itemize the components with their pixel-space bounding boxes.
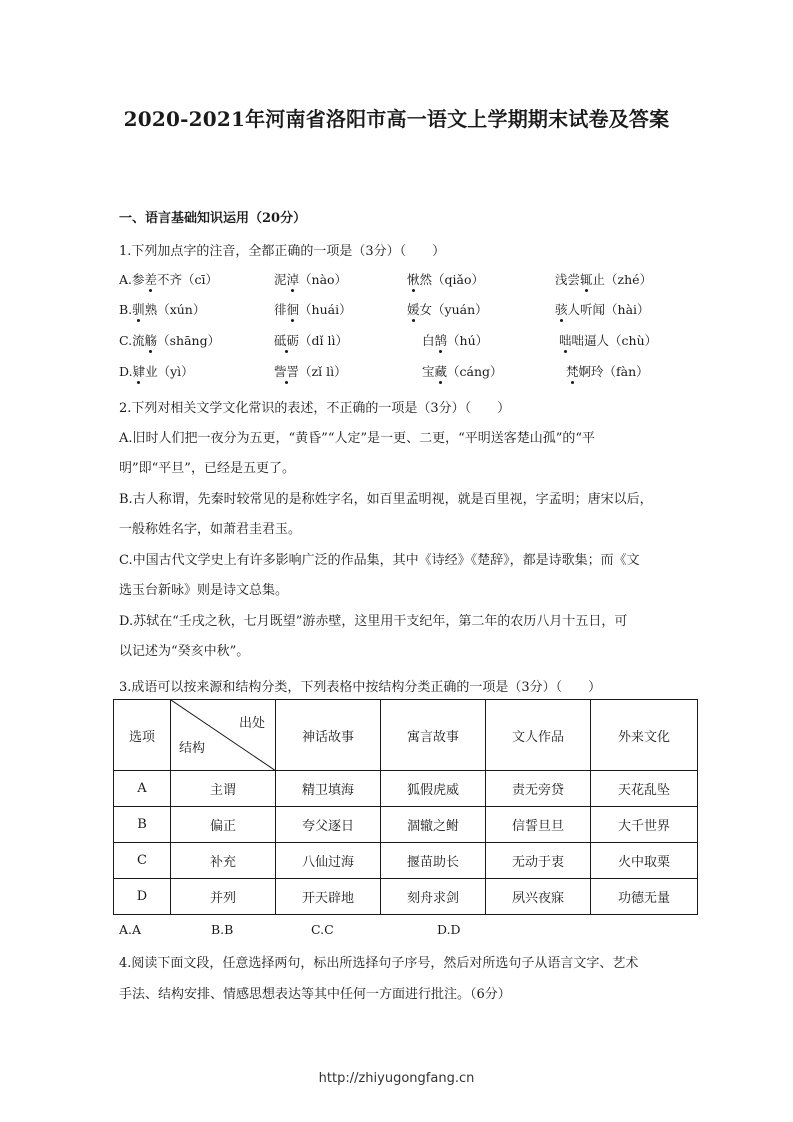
dotted-character: 差 <box>144 272 158 287</box>
table-row <box>114 843 698 879</box>
option-text: B. <box>119 302 133 317</box>
option-text: 不齐（cī） <box>157 272 219 287</box>
dotted-character: 徊 <box>286 302 300 317</box>
question-4-line: 4.阅读下面文段，任意选择两句，标出所选择句子序号，然后对所选句子从语言文字、艺术 <box>119 956 639 971</box>
option-text: 徘 <box>274 302 287 317</box>
question-3-choice: C.C <box>311 922 334 937</box>
idiom-classification-table <box>113 699 698 915</box>
pinyin-option <box>119 270 218 288</box>
table-cell: 刻舟求剑 <box>381 879 486 915</box>
pinyin-option <box>407 300 488 318</box>
header-column: 神话故事 <box>276 700 381 771</box>
table-cell: 信誓旦旦 <box>486 807 591 843</box>
option-text: C.流 <box>119 333 145 348</box>
table-cell: 狐假虎威 <box>381 771 486 807</box>
table-row <box>114 807 698 843</box>
table-cell: 精卫填海 <box>276 771 381 807</box>
row-structure: 偏正 <box>171 807 276 843</box>
option-text: 熟（xún） <box>144 302 206 317</box>
pinyin-option <box>119 362 194 380</box>
header-structure-label: 结构 <box>179 741 206 756</box>
table-cell: 大千世界 <box>591 807 698 843</box>
pinyin-option <box>422 362 503 380</box>
header-column: 外来文化 <box>591 700 698 771</box>
option-text: （huái） <box>299 302 352 317</box>
table-cell: 开天辟地 <box>276 879 381 915</box>
option-text: （hú） <box>447 333 489 348</box>
option-text: （cáng） <box>447 364 503 379</box>
option-text: 婀玲（fàn） <box>578 364 649 379</box>
table-cell: 责无旁贷 <box>486 771 591 807</box>
dotted-character: 辄 <box>580 272 593 287</box>
option-text: D. <box>119 364 133 379</box>
dotted-character: 觞 <box>144 333 158 348</box>
header-option: 选项 <box>114 700 171 771</box>
option-text: （zǐ lì） <box>299 364 347 379</box>
pinyin-option <box>274 362 347 380</box>
dotted-character: 鹄 <box>434 333 448 348</box>
pinyin-option <box>422 331 488 349</box>
dotted-character: 梵 <box>566 364 579 379</box>
dotted-character: 媛 <box>407 302 420 317</box>
dotted-character: 愀 <box>407 272 420 287</box>
row-option: B <box>114 807 171 843</box>
table-cell: 涸辙之鲋 <box>381 807 486 843</box>
table-cell: 天花乱坠 <box>591 771 698 807</box>
option-text: （dǐ lì） <box>299 333 348 348</box>
option-text: 宝 <box>422 364 435 379</box>
section-heading: 一、语言基础知识运用（20分） <box>119 211 307 226</box>
table-cell: 功德无量 <box>591 879 698 915</box>
row-option: A <box>114 771 171 807</box>
question-2-line: 明”即“平旦”，已经是五更了。 <box>119 461 295 476</box>
table-cell: 火中取栗 <box>591 843 698 879</box>
footer-url[interactable]: http://zhiyugongfang.cn <box>318 1071 475 1086</box>
option-text: （nào） <box>299 272 348 287</box>
table-cell: 无动于衷 <box>486 843 591 879</box>
question-2-line: 一般称姓名字，如萧君圭君玉。 <box>119 522 302 537</box>
question-2-line: B.古人称谓，先秦时较常见的是称姓字名，如百里孟明视，就是百里视，字孟明；唐宋以后， <box>119 492 653 507</box>
table-cell: 夙兴夜寐 <box>486 879 591 915</box>
pinyin-option <box>274 270 347 288</box>
dotted-character: 訾詈 <box>274 364 300 379</box>
table-row <box>114 771 698 807</box>
pinyin-option <box>274 331 348 349</box>
header-source-label: 出处 <box>238 716 265 731</box>
question-3-choice: D.D <box>437 922 461 937</box>
pinyin-option <box>407 270 484 288</box>
pinyin-option <box>555 270 652 288</box>
document-title: 2020-2021年河南省洛阳市高一语文上学期期末试卷及答案 <box>123 107 670 131</box>
option-text: 业（yì） <box>145 364 194 379</box>
option-text: 浅尝 <box>555 272 581 287</box>
dotted-character: 砥砺 <box>274 333 300 348</box>
dotted-character: 驯 <box>132 302 145 317</box>
option-text: 人听闻（hài） <box>567 302 650 317</box>
question-3-choice: B.B <box>211 922 234 937</box>
question-4-line: 手法、结构安排、情感思想表达等其中任何一方面进行批注。（6分） <box>119 987 511 1002</box>
option-text: （shāng） <box>157 333 221 348</box>
row-structure: 补充 <box>171 843 276 879</box>
dotted-character: 肄 <box>132 364 146 379</box>
table-header-row <box>114 700 698 771</box>
question-3-choice: A.A <box>119 922 142 937</box>
option-text: 白 <box>422 333 435 348</box>
pinyin-option <box>119 300 205 318</box>
table-cell: 八仙过海 <box>276 843 381 879</box>
option-text: A.参 <box>119 272 145 287</box>
question-2-line: 选玉台新咏》则是诗文总集。 <box>119 583 289 598</box>
option-text: 咄逼人（chù） <box>571 333 658 348</box>
question-3-stem: 3.成语可以按来源和结构分类，下列表格中按结构分类正确的一项是（3分）（ ） <box>119 680 602 695</box>
question-2-stem: 2.下列对相关文学文化常识的表述，不正确的一项是（3分）（ ） <box>119 401 511 416</box>
option-text: 泥 <box>274 272 287 287</box>
dotted-character: 骇 <box>555 302 568 317</box>
table-row <box>114 879 698 915</box>
table-cell: 夸父逐日 <box>276 807 381 843</box>
question-2-line: C.中国古代文学史上有许多影响广泛的作品集，其中《诗经》《楚辞》，都是诗歌集；而《文 <box>119 553 640 568</box>
option-text: 然（qiǎo） <box>419 272 484 287</box>
row-structure: 并列 <box>171 879 276 915</box>
dotted-character: 淖 <box>286 272 300 287</box>
question-2-line: 以记述为“癸亥中秋”。 <box>119 644 250 659</box>
header-column: 文人作品 <box>486 700 591 771</box>
header-diagonal-cell <box>171 700 276 771</box>
dotted-character: 咄 <box>559 333 572 348</box>
pinyin-option <box>559 331 657 349</box>
row-structure: 主谓 <box>171 771 276 807</box>
header-column: 寓言故事 <box>381 700 486 771</box>
pinyin-option <box>566 362 649 380</box>
row-option: D <box>114 879 171 915</box>
pinyin-option <box>119 331 220 349</box>
option-text: 女（yuán） <box>419 302 488 317</box>
row-option: C <box>114 843 171 879</box>
question-2-line: D.苏轼在“壬戌之秋，七月既望”游赤壁，这里用干支纪年，第二年的农历八月十五日，可 <box>119 614 628 629</box>
dotted-character: 藏 <box>434 364 448 379</box>
question-2-line: A.旧时人们把一夜分为五更，“黄昏”“人定”是一更、二更，“平明送客楚山孤”的“平 <box>119 431 596 446</box>
pinyin-option <box>555 300 650 318</box>
option-text: 止（zhé） <box>592 272 653 287</box>
question-1-stem: 1.下列加点字的注音，全都正确的一项是（3分）（ ） <box>119 244 446 259</box>
pinyin-option <box>274 300 352 318</box>
diagonal-line <box>171 700 276 771</box>
table-cell: 揠苗助长 <box>381 843 486 879</box>
